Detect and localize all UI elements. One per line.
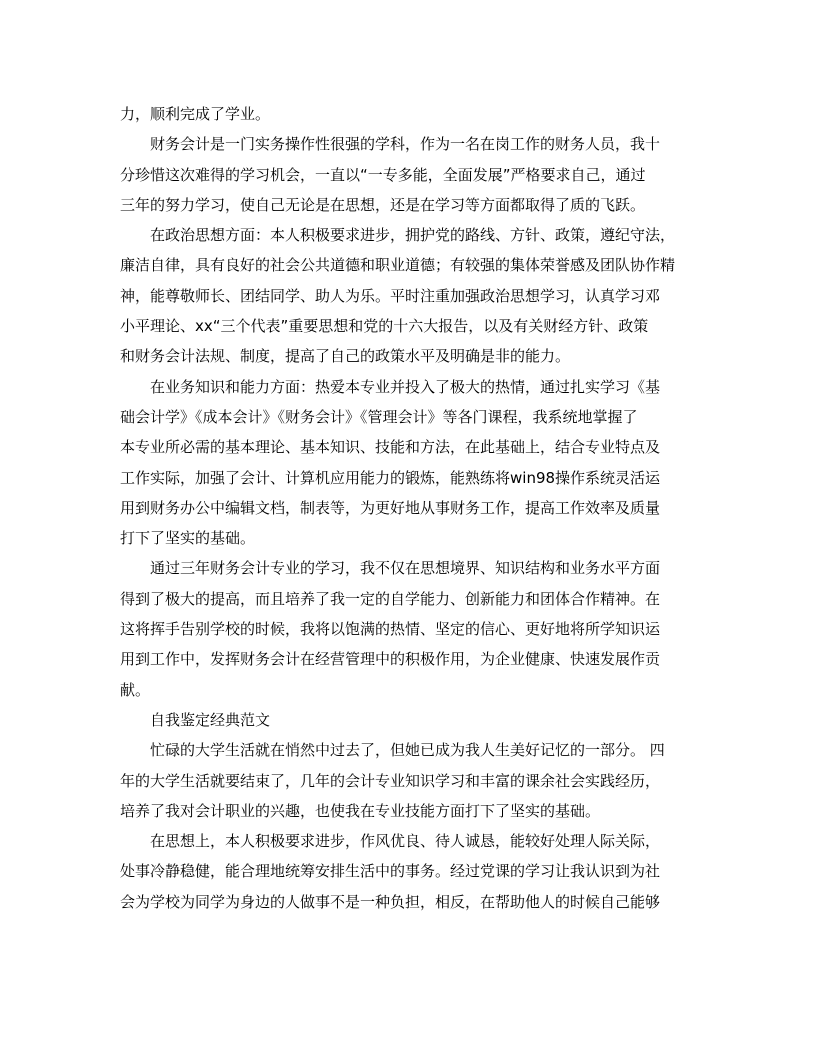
text-line: 打下了坚实的基础。 (120, 529, 256, 548)
text-line: 础会计学》《成本会计》《财务会计》《管理会计》等各门课程，我系统地掌握了 (120, 407, 638, 426)
text-line: 本专业所必需的基本理论、基本知识、技能和方法，在此基础上，结合专业特点及 (120, 438, 661, 457)
document-body (120, 99, 696, 917)
text-line: 小平理论、xx“三个代表”重要思想和党的十六大报告，以及有关财经方针、政策 (120, 317, 649, 336)
text-line: 这将挥手告别学校的时候，我将以饱满的热情、坚定的信心、更好地将所学知识运 (120, 620, 661, 639)
text-line: 献。 (120, 680, 151, 699)
text-line: 神，能尊敬师长、团结同学、助人为乐。平时注重加强政治思想学习，认真学习邓 (120, 286, 661, 305)
text-line: 和财务会计法规、制度，提高了自己的政策水平及明确是非的能力。 (120, 347, 571, 366)
text-line: 廉洁自律，具有良好的社会公共道德和职业道德；有较强的集体荣誉感及团队协作精 (120, 256, 676, 275)
text-line: 工作实际，加强了会计、计算机应用能力的锻炼，能熟练将win98操作系统灵活运 (120, 468, 661, 487)
text-line: 自我鉴定经典范文 (150, 710, 271, 729)
text-line: 在政治思想方面：本人积极要求进步，拥护党的路线、方针、政策，遵纪守法， (150, 226, 676, 245)
text-line: 用到财务办公中编辑文档，制表等，为更好地从事财务工作，提高工作效率及质量 (120, 498, 661, 517)
text-line: 分珍惜这次难得的学习机会，一直以“一专多能，全面发展”严格要求自己，通过 (120, 165, 646, 184)
text-line: 通过三年财务会计专业的学习，我不仅在思想境界、知识结构和业务水平方面 (150, 559, 661, 578)
text-line: 忙碌的大学生活就在悄然中过去了，但她已成为我人生美好记忆的一部分。 四 (150, 741, 665, 760)
text-line: 在思想上，本人积极要求进步，作风优良、待人诚恳，能较好处理人际关际， (150, 832, 661, 851)
text-line: 年的大学生活就要结束了，几年的会计专业知识学习和丰富的课余社会实践经历， (120, 771, 661, 790)
text-line: 在业务知识和能力方面：热爱本专业并投入了极大的热情，通过扎实学习《基 (150, 377, 661, 396)
text-line: 培养了我对会计职业的兴趣，也使我在专业技能方面打下了坚实的基础。 (120, 801, 601, 820)
text-line: 力，顺利完成了学业。 (120, 105, 271, 123)
text-line: 用到工作中，发挥财务会计在经营管理中的积极作用，为企业健康、快速发展作贡 (120, 650, 661, 669)
text-line: 财务会计是一门实务操作性很强的学科，作为一名在岗工作的财务人员，我十 (150, 135, 661, 154)
text-line: 处事冷静稳健，能合理地统筹安排生活中的事务。经过党课的学习让我认识到为社 (120, 862, 661, 881)
text-line: 得到了极大的提高，而且培养了我一定的自学能力、创新能力和团体合作精神。在 (120, 589, 661, 608)
text-line: 三年的努力学习，使自己无论是在思想，还是在学习等方面都取得了质的飞跃。 (120, 195, 646, 214)
text-line: 会为学校为同学为身边的人做事不是一种负担，相反，在帮助他人的时候自己能够 (120, 892, 661, 911)
